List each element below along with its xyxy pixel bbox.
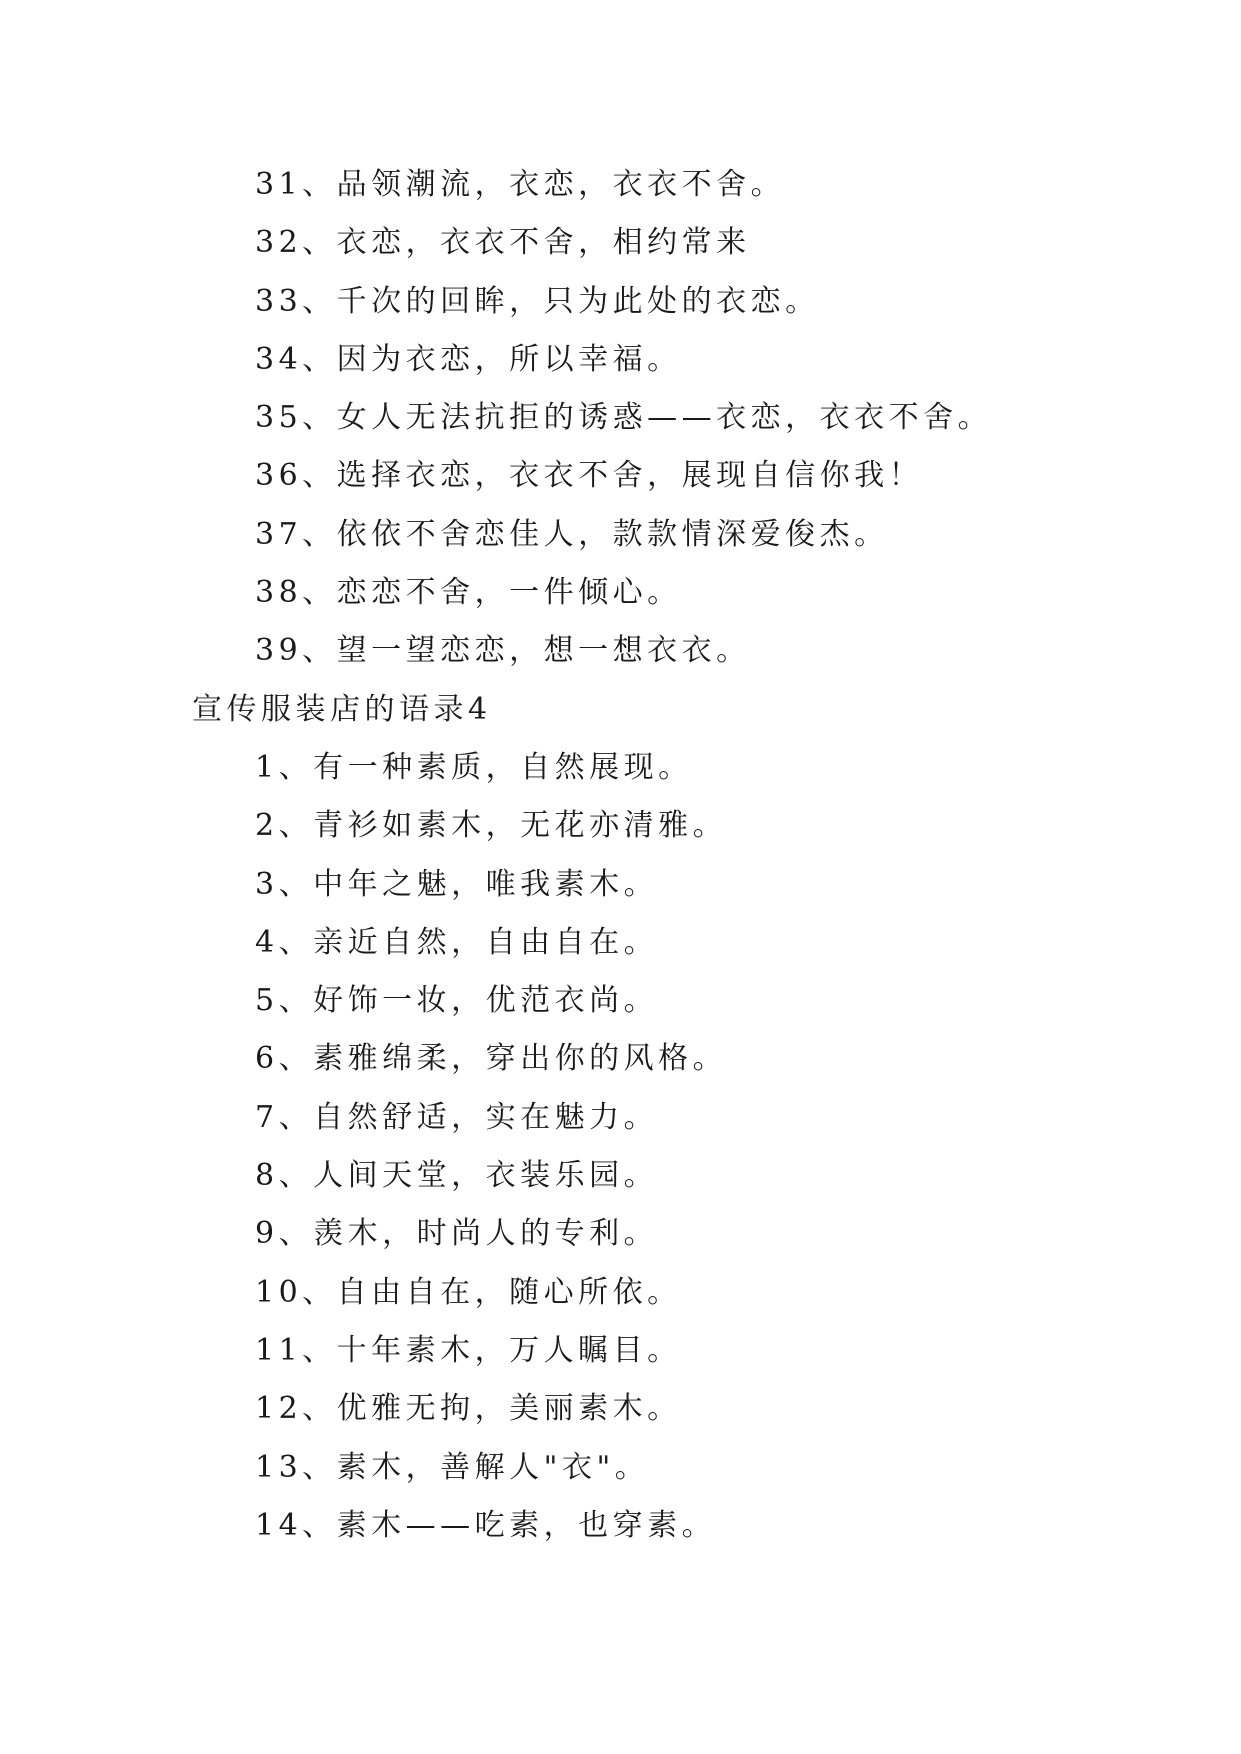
list-item: 34、因为衣恋，所以幸福。 [255,341,682,377]
list-item: 32、衣恋，衣衣不舍，相约常来 [255,225,751,261]
list-item: 39、望一望恋恋，想一想衣衣。 [255,633,751,669]
list-item: 8、人间天堂，衣装乐园。 [255,1158,659,1194]
list-item: 12、优雅无拘，美丽素木。 [255,1391,682,1427]
list-item: 35、女人无法抗拒的诱惑——衣恋，衣衣不舍。 [255,400,993,436]
list-item: 38、恋恋不舍，一件倾心。 [255,575,682,611]
list-item: 3、中年之魅，唯我素木。 [255,866,659,902]
list-item: 14、素木——吃素，也穿素。 [255,1507,717,1543]
list-item: 11、十年素木，万人瞩目。 [255,1332,682,1368]
list-item: 10、自由自在，随心所依。 [255,1274,682,1310]
list-item: 31、品领潮流，衣恋，衣衣不舍。 [255,167,786,202]
list-item: 7、自然舒适，实在魅力。 [255,1099,659,1135]
document-body [0,156,1241,1555]
list-item: 37、依依不舍恋佳人，款款情深爱俊杰。 [255,516,889,552]
list-item: 33、千次的回眸，只为此处的衣恋。 [255,283,820,319]
list-item: 2、青衫如素木，无花亦清雅。 [255,808,728,844]
list-item: 5、好饰一妆，优范衣尚。 [255,983,659,1019]
list-item: 9、羡木，时尚人的专利。 [255,1216,659,1252]
list-item: 13、素木，善解人"衣"。 [255,1449,650,1485]
list-item: 36、选择衣恋，衣衣不舍，展现自信你我！ [255,458,924,494]
section-heading: 宣传服装店的语录4 [192,691,492,727]
list-item: 1、有一种素质，自然展现。 [255,749,693,785]
list-item: 4、亲近自然，自由自在。 [255,924,659,960]
list-item: 6、素雅绵柔，穿出你的风格。 [255,1041,728,1077]
